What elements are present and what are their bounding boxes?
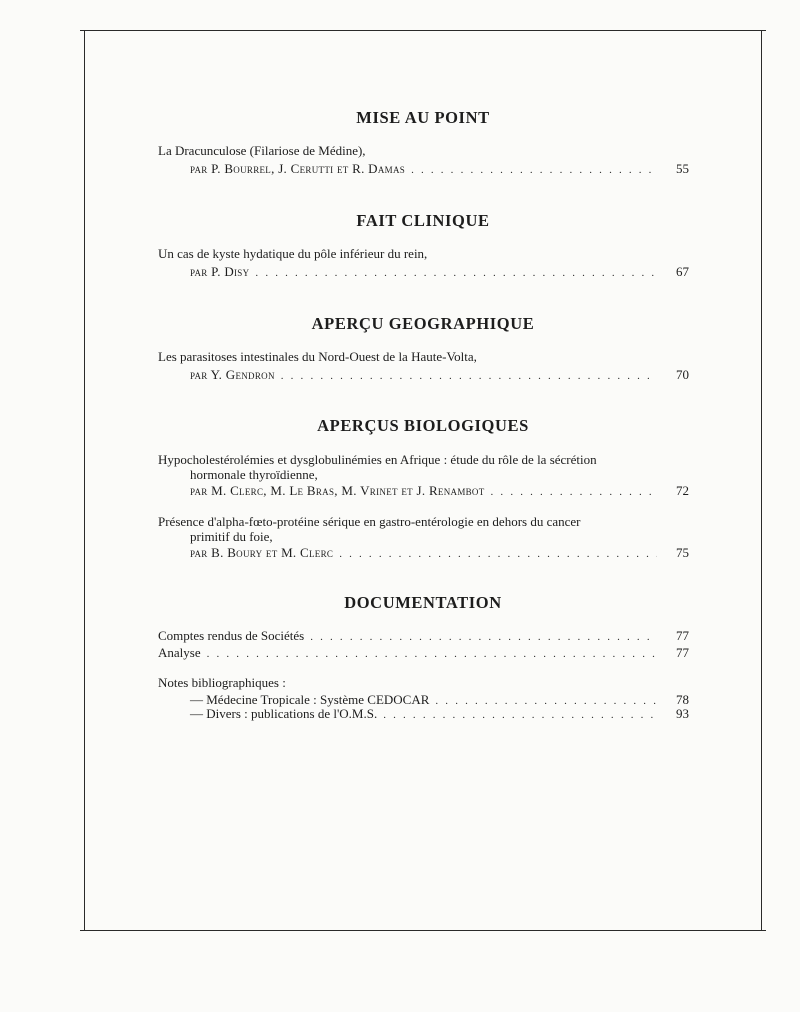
notes-label: Notes bibliographiques : [158, 675, 286, 690]
toc-entry-title: Présence d'alpha-fœto-protéine sérique en gastro-entérologie en dehors du cancer [158, 514, 581, 529]
page-number: 55 [676, 161, 689, 176]
dot-leader [281, 369, 657, 384]
author-byline: par P. Disy [190, 264, 250, 279]
page-number: 67 [676, 264, 689, 279]
toc-entry-byline[interactable] [190, 483, 689, 500]
section-title-apercu-geographique: APERÇU GEOGRAPHIQUE [311, 314, 535, 333]
section-title-apercus-biologiques: APERÇUS BIOLOGIQUES [317, 416, 529, 435]
entry-label: — Médecine Tropicale : Système CEDOCAR [190, 692, 430, 707]
toc-entry[interactable] [158, 628, 689, 645]
toc-entry-byline[interactable] [190, 367, 689, 384]
dot-leader [339, 547, 657, 562]
section-title-documentation: DOCUMENTATION [344, 593, 502, 612]
toc-entry-title: La Dracunculose (Filariose de Médine), [158, 143, 366, 158]
toc-entry[interactable] [190, 706, 689, 723]
toc-entry-byline[interactable] [190, 264, 689, 281]
author-byline: par Y. Gendron [190, 367, 275, 382]
toc-entry-byline[interactable] [190, 161, 689, 178]
toc-entry-title: Les parasitoses intestinales du Nord-Ouest de la Haute-Volta, [158, 349, 477, 364]
page-number: 70 [676, 367, 689, 382]
page-number: 72 [676, 483, 689, 498]
toc-entry[interactable] [158, 645, 689, 662]
page-number: 78 [676, 692, 689, 707]
dot-leader [310, 630, 657, 645]
page-number: 93 [676, 706, 689, 721]
section-title-fait-clinique: FAIT CLINIQUE [356, 211, 490, 230]
entry-label: — Divers : publications de l'O.M.S. [190, 706, 378, 721]
entry-label: Analyse [158, 645, 201, 660]
author-byline: par B. Boury et M. Clerc [190, 545, 334, 560]
toc-entry-title-continued: hormonale thyroïdienne, [190, 467, 318, 482]
toc-entry-byline[interactable] [190, 545, 689, 562]
dot-leader [207, 647, 657, 662]
dot-leader [491, 485, 657, 500]
author-byline: par M. Clerc, M. Le Bras, M. Vrinet et J. Renambot [190, 483, 485, 498]
page-number: 77 [676, 628, 689, 643]
bottom-border-rule [80, 930, 766, 931]
author-byline: par P. Bourrel, J. Cerutti et R. Damas [190, 161, 406, 176]
toc-entry-title-continued: primitif du foie, [190, 529, 273, 544]
entry-label: Comptes rendus de Sociétés [158, 628, 305, 643]
dot-leader [383, 708, 657, 723]
dot-leader [411, 163, 657, 178]
toc-entry-title: Un cas de kyste hydatique du pôle inférieur du rein, [158, 246, 428, 261]
dot-leader [255, 266, 657, 281]
section-title-mise-au-point: MISE AU POINT [356, 108, 490, 127]
toc-entry-title: Hypocholestérolémies et dysglobulinémies en Afrique : étude du rôle de la sécrétion [158, 452, 597, 467]
page-number: 77 [676, 645, 689, 660]
page-number: 75 [676, 545, 689, 560]
